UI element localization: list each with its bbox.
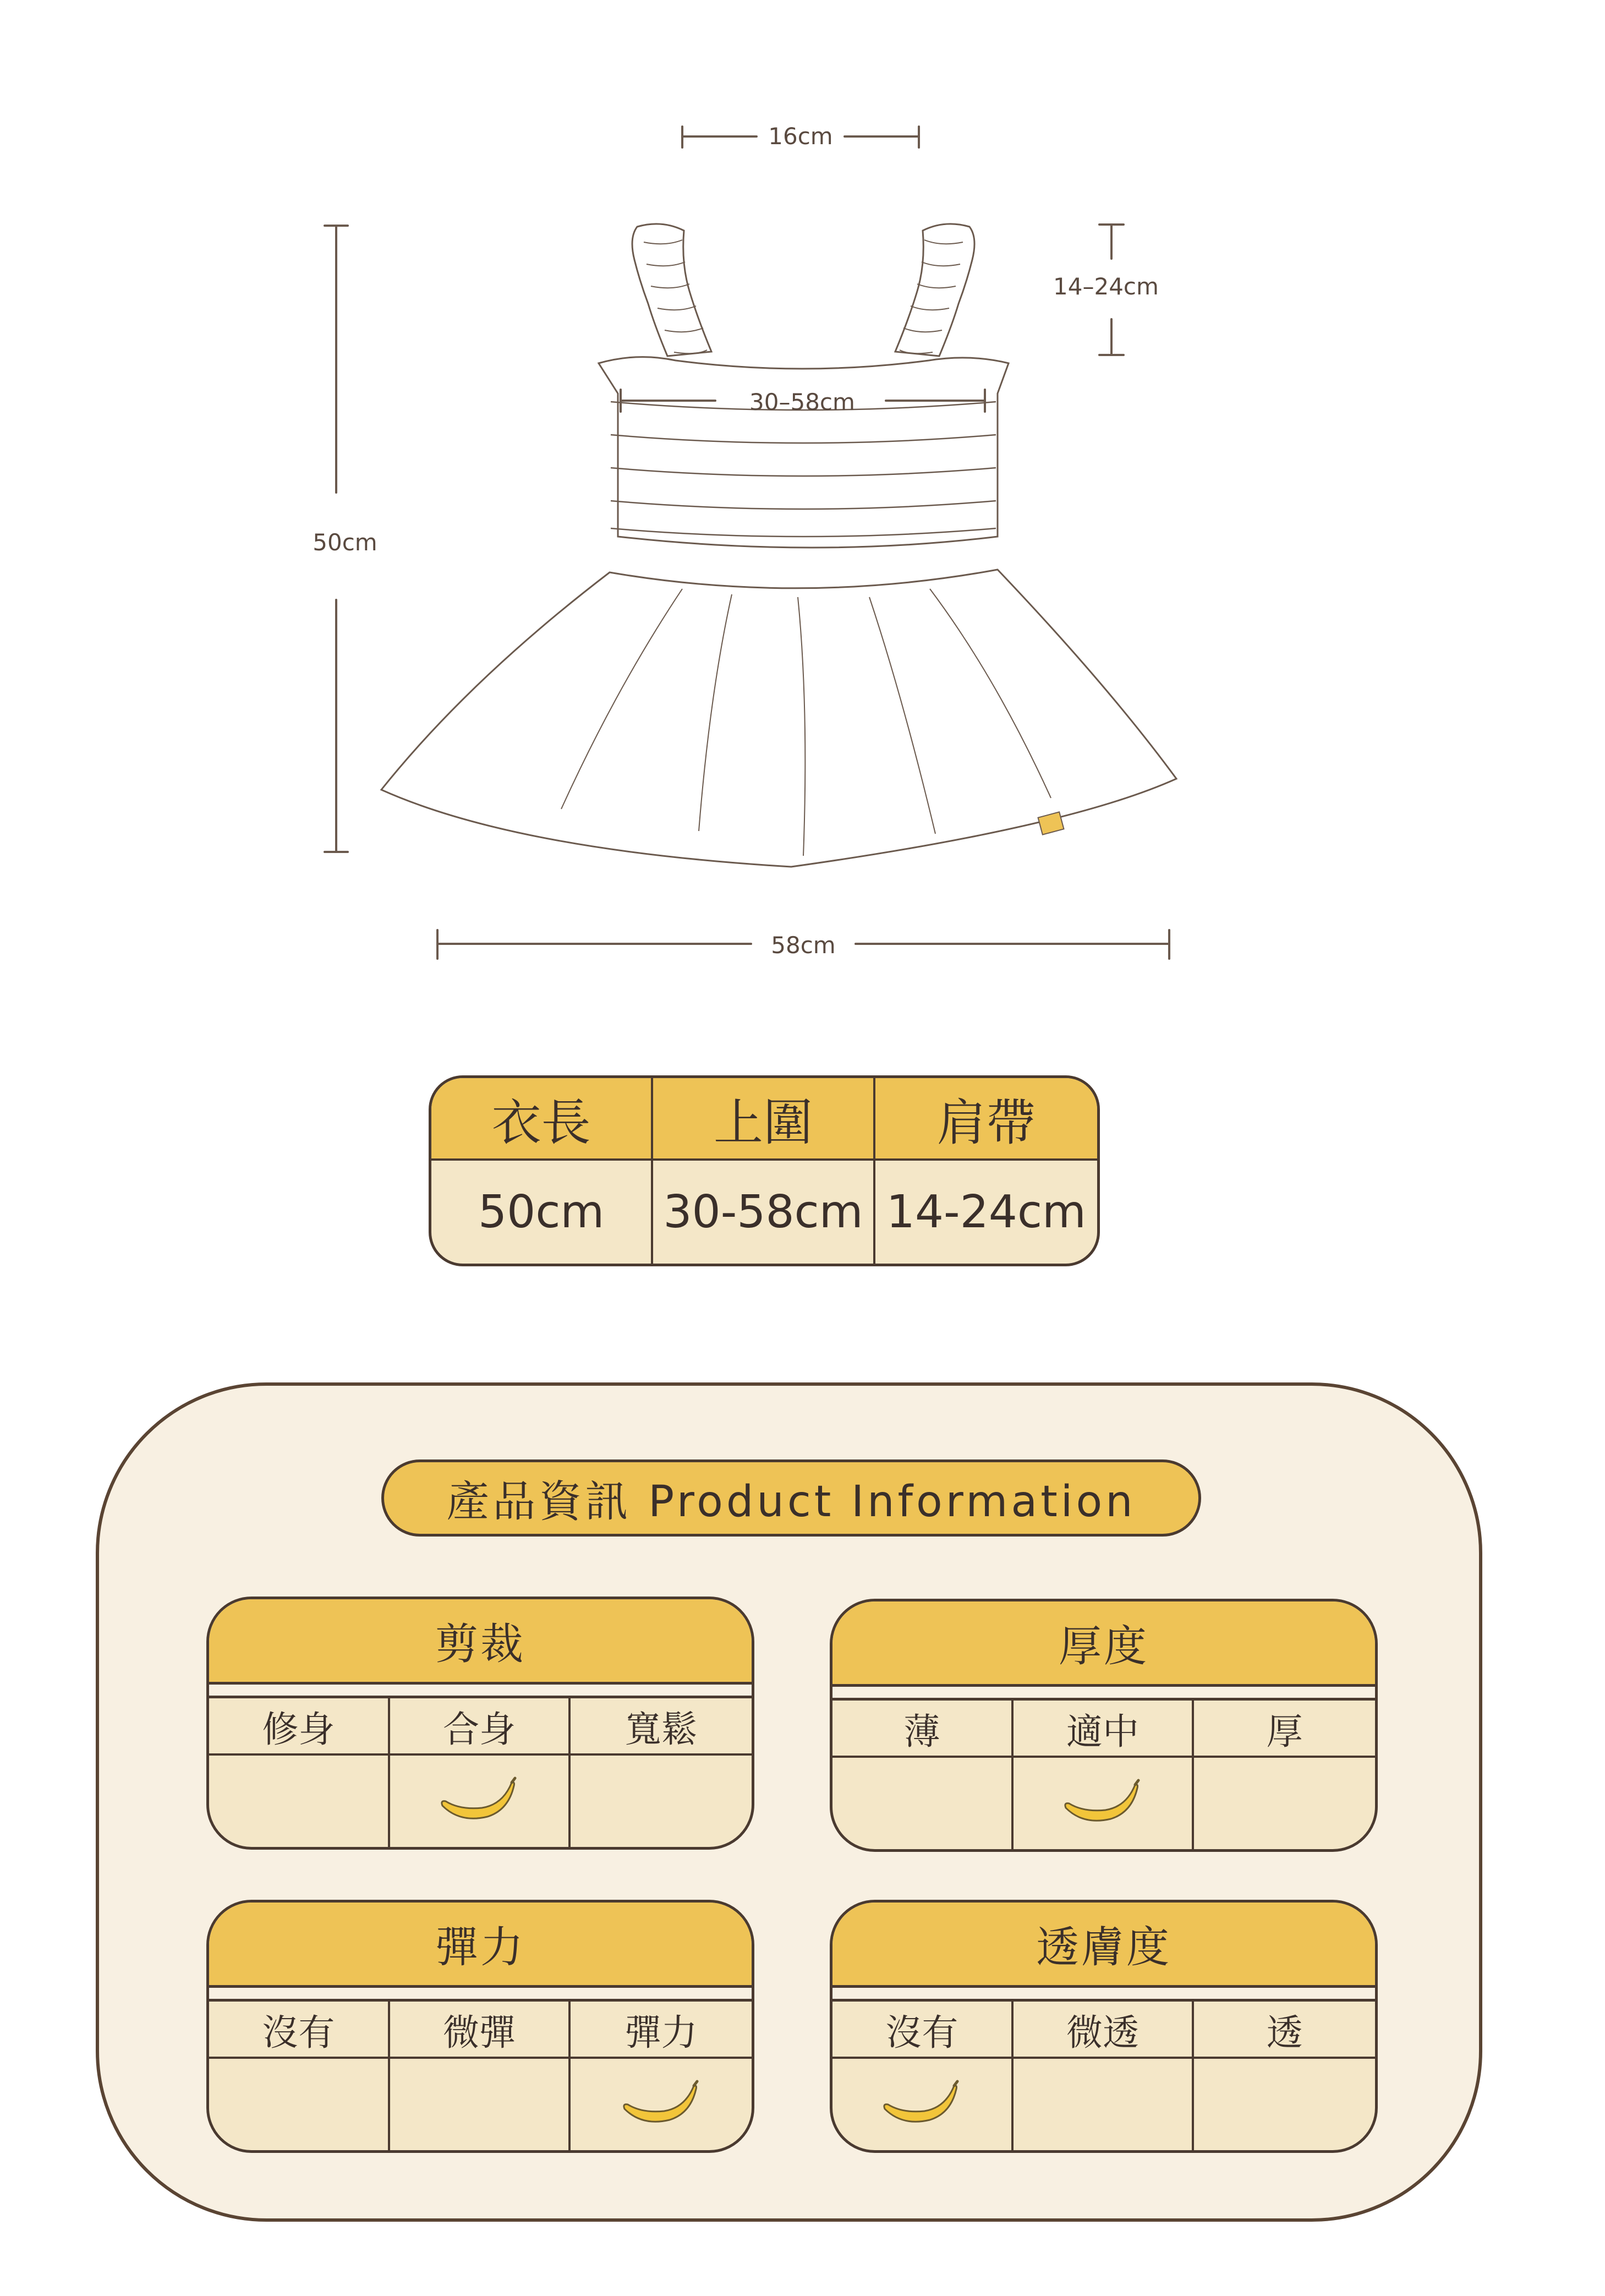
chest-label: 30–58cm — [749, 389, 855, 416]
attribute-sheerness — [830, 1900, 1378, 2153]
option-label: 適中 — [1014, 1701, 1195, 1756]
hem-width-label: 58cm — [771, 932, 836, 959]
banana-icon — [438, 1774, 521, 1829]
option-label: 微彈 — [390, 2002, 571, 2057]
option-label: 合身 — [390, 1698, 571, 1753]
option-label: 寬鬆 — [625, 1708, 698, 1751]
length-label: 50cm — [313, 529, 377, 556]
option-label: 透 — [1266, 2011, 1303, 2054]
option-slot — [571, 1756, 752, 1847]
attribute-cut — [206, 1597, 754, 1850]
size-value-strap: 14-24cm — [886, 1186, 1086, 1238]
attribute-title: 透膚度 — [832, 1903, 1375, 1988]
option-slot — [832, 1758, 1014, 1849]
option-slot — [209, 2059, 390, 2150]
strap-width-label: 16cm — [768, 123, 833, 150]
product-info-panel — [96, 1382, 1482, 2222]
attribute-title: 剪裁 — [209, 1599, 752, 1685]
option-label: 薄 — [832, 1701, 1014, 1756]
banana-icon — [620, 2077, 703, 2132]
option-label: 微透 — [1014, 2002, 1195, 2057]
size-table — [429, 1075, 1100, 1266]
option-label: 沒有 — [209, 2002, 390, 2057]
attribute-thickness — [830, 1599, 1378, 1852]
size-header-chest: 上圍 — [653, 1078, 875, 1161]
product-info-title: 產品資訊 Product Information — [381, 1459, 1201, 1537]
option-slot — [832, 2059, 1014, 2150]
option-slot — [390, 1756, 571, 1847]
size-value-chest: 30-58cm — [653, 1161, 875, 1264]
option-slot — [209, 1756, 390, 1847]
option-slot — [390, 2059, 571, 2150]
banana-icon — [1061, 1776, 1144, 1831]
option-slot — [571, 2059, 752, 2150]
size-header-length: 衣長 — [431, 1078, 653, 1161]
dress-illustration — [381, 224, 1176, 867]
dress-diagram — [0, 0, 1605, 1018]
attribute-elasticity — [206, 1900, 754, 2153]
size-value-length: 50cm — [431, 1161, 653, 1264]
option-slot — [1014, 2059, 1195, 2150]
option-label: 彈力 — [625, 2011, 698, 2054]
banana-icon — [880, 2077, 963, 2132]
strap-length-label: 14–24cm — [1053, 273, 1159, 300]
option-slot — [1014, 1758, 1195, 1849]
attribute-title: 厚度 — [832, 1601, 1375, 1687]
option-label: 修身 — [209, 1698, 390, 1753]
option-slot — [1194, 2059, 1375, 2150]
option-slot — [1194, 1758, 1375, 1849]
size-header-strap: 肩帶 — [875, 1078, 1097, 1161]
option-label: 厚 — [1266, 1710, 1303, 1753]
option-label: 沒有 — [832, 2002, 1014, 2057]
attribute-title: 彈力 — [209, 1903, 752, 1988]
